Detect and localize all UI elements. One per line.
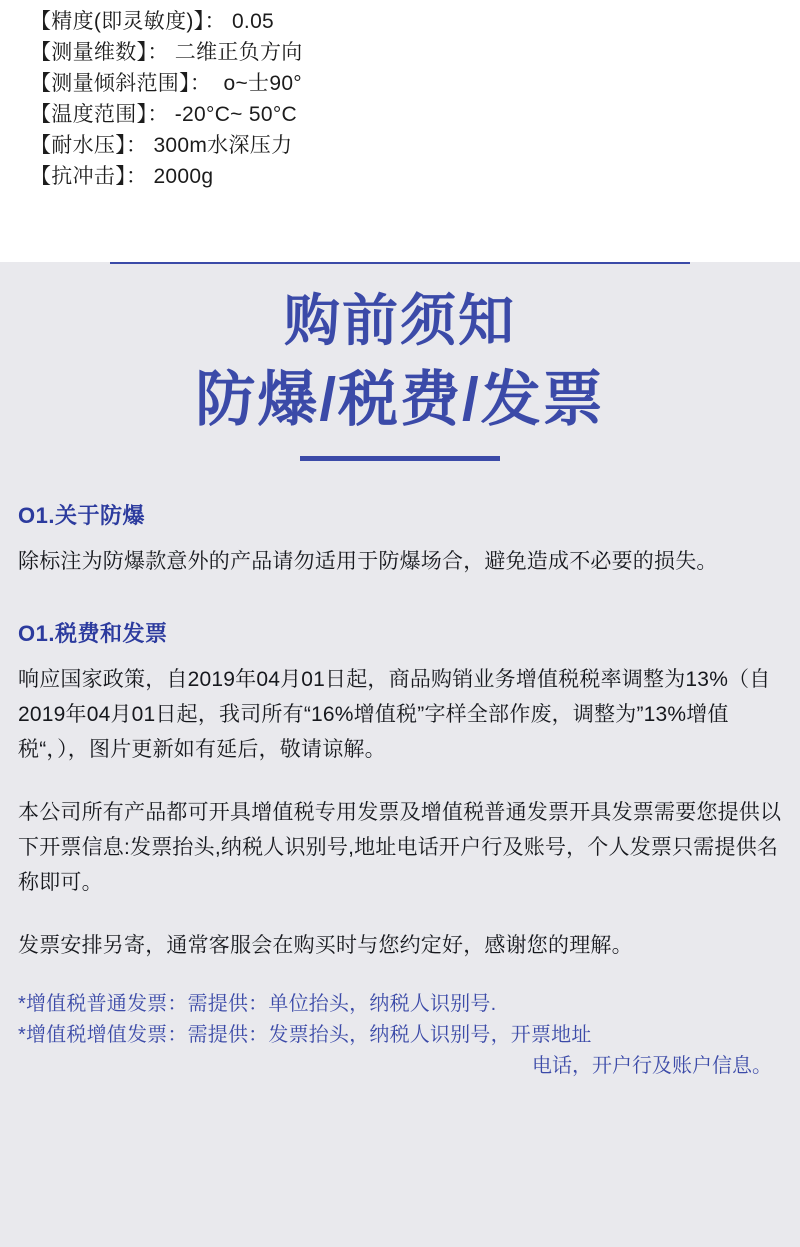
specification-list: [0, 0, 800, 202]
spec-row: [30, 161, 800, 192]
spec-row: [30, 68, 800, 99]
notice-body: [0, 499, 800, 1082]
spec-value: -20°C~ 50°C: [174, 103, 298, 126]
spec-separator: ：: [147, 41, 169, 64]
spec-label: 【温度范围】: [30, 103, 148, 126]
spec-label: 【抗冲击】: [30, 165, 126, 188]
title-bottom-divider: [300, 456, 500, 461]
spec-label: 【测量维数】: [30, 41, 148, 64]
notice-title-line1: 购前须知: [284, 289, 516, 352]
notice-title: [0, 264, 800, 440]
spec-value: 2000g: [153, 165, 214, 188]
spec-row: [30, 99, 800, 130]
invoice-note-continuation: 电话，开户行及账户信息。: [532, 1055, 772, 1077]
spec-value: 二维正负方向: [174, 41, 303, 64]
section-paragraph: 本公司所有产品都可开具增值税专用发票及增值税普通发票开具发票需要您提供以下开票信息:发票抬头,纳税人识别号,地址电话开户行及账号，个人发票只需提供名称即可。: [18, 801, 782, 894]
spec-row: [30, 6, 800, 37]
notice-title-line2: 防爆/税费/发票: [195, 366, 605, 433]
purchase-notice-panel: [0, 262, 800, 1247]
spec-separator: ：: [126, 134, 148, 157]
spec-separator: ：: [126, 165, 148, 188]
spec-separator: ：: [204, 10, 226, 33]
spec-label: 【耐水压】: [30, 134, 126, 157]
invoice-note-line: *增值税普通发票：需提供：单位抬头，纳税人识别号.: [18, 993, 497, 1015]
invoice-requirements: [18, 989, 782, 1082]
section-paragraph: 响应国家政策，自2019年04月01日起，商品购销业务增值税税率调整为13%（自2019年04月01日起，我司所有“16%增值税”字样全部作废，调整为”13%增值税“，），图片更新如有延后，敬请谅解。: [18, 668, 771, 761]
spec-separator: ：: [147, 103, 169, 126]
spec-label: 【测量倾斜范围】: [30, 72, 190, 95]
spec-label: 【精度(即灵敏度)】: [30, 10, 205, 33]
section-heading-explosion-proof: O1.关于防爆: [18, 503, 145, 528]
spec-value: 0.05: [231, 10, 275, 33]
spec-separator: ：: [189, 72, 212, 95]
section-paragraph: 除标注为防爆款意外的产品请勿适用于防爆场合，避免造成不必要的损失。: [18, 550, 718, 573]
spec-value: 300m水深压力: [153, 134, 293, 157]
spec-value: o~士90°: [217, 72, 302, 95]
invoice-note-line: *增值税增值发票：需提供：发票抬头，纳税人识别号，开票地址: [18, 1024, 592, 1046]
spec-row: [30, 37, 800, 68]
section-paragraph: 发票安排另寄，通常客服会在购买时与您约定好，感谢您的理解。: [18, 934, 633, 957]
spec-row: [30, 130, 800, 161]
section-heading-tax-invoice: O1.税费和发票: [18, 621, 168, 646]
